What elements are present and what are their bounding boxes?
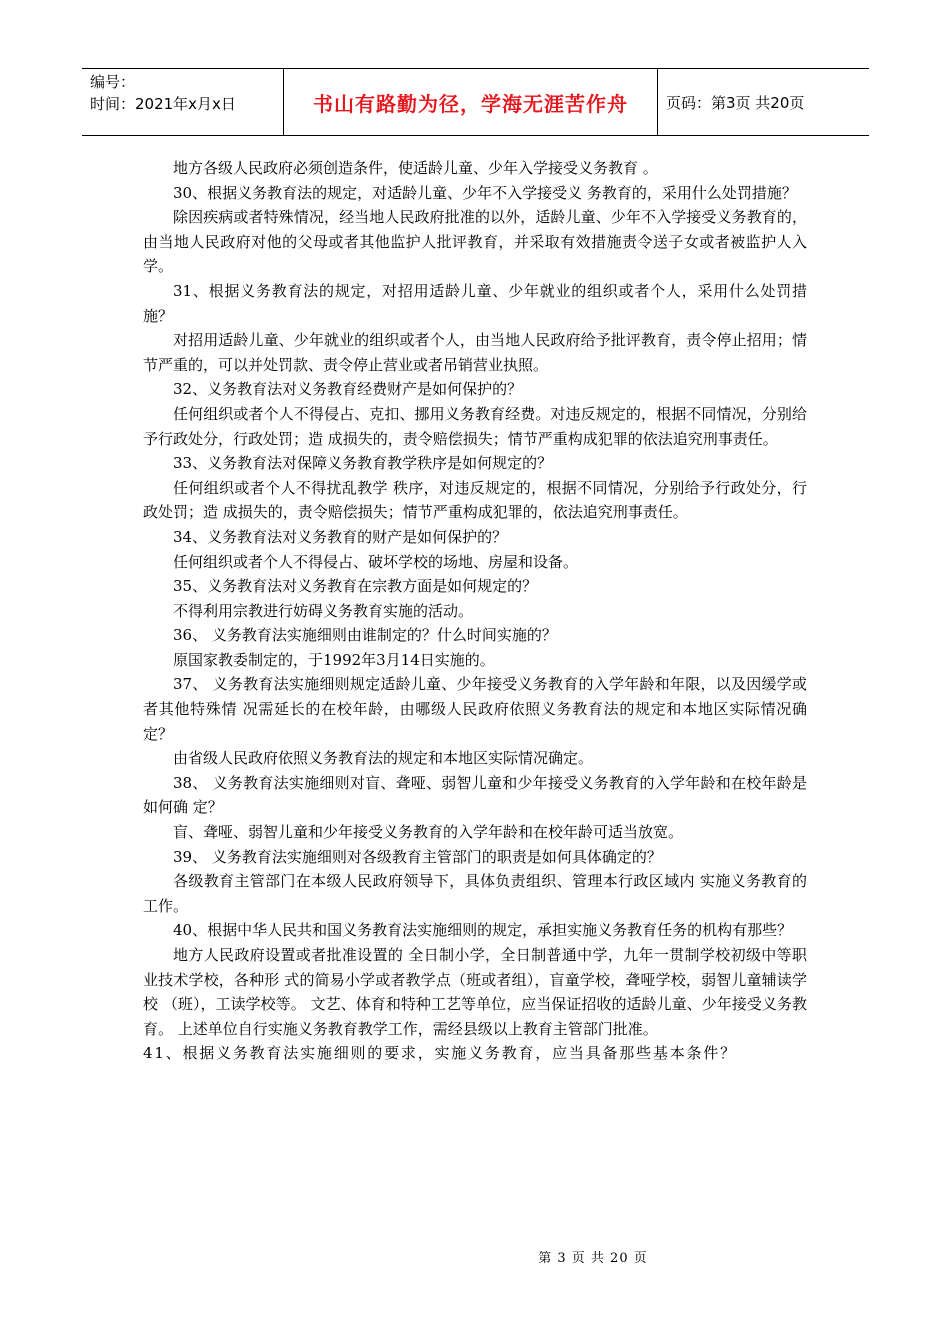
answer: 除因疾病或者特殊情况，经当地人民政府批准的以外，适龄儿童、少年不入学接受义务教育的，由当地人民政府对他的父母或者其他监护人批评教育，并采取有效措施责令送子女或者被监护人入学。 bbox=[143, 208, 807, 276]
number-label: 编号： bbox=[90, 73, 136, 91]
question: 33、义务教育法对保障义务教育教学秩序是如何规定的？ bbox=[173, 454, 553, 473]
page-header bbox=[82, 68, 869, 136]
question: 37、 义务教育法实施细则规定适龄儿童、少年接受义务教育的入学年龄和年限，以及因缓学或者其他特殊情 况需延长的在校年龄，由哪级人民政府依照义务教育法的规定和本地区实际情况确 定？ bbox=[143, 675, 807, 743]
question: 32、义务教育法对义务教育经费财产是如何保护的？ bbox=[173, 380, 523, 399]
answer: 任何组织或者个人不得侵占、克扣、挪用义务教育经费。对违反规定的，根据不同情况，分别给予行政处分，行政处罚；造 成损失的，责令赔偿损失；情节严重构成犯罪的依法追究刑事责任。 bbox=[143, 404, 807, 448]
header-page-info: 页码：第3页 共20页 bbox=[666, 93, 805, 112]
question: 40、根据中华人民共和国义务教育法实施细则的规定，承担实施义务教育任务的机构有那些？ bbox=[173, 921, 793, 940]
question: 36、 义务教育法实施细则由谁制定的？什么时间实施的？ bbox=[173, 626, 557, 645]
question: 35、义务教育法对义务教育在宗教方面是如何规定的？ bbox=[173, 577, 538, 596]
question: 39、 义务教育法实施细则对各级教育主管部门的职责是如何具体确定的？ bbox=[173, 847, 662, 866]
answer: 盲、聋哑、弱智儿童和少年接受义务教育的入学年龄和在校年龄可适当放宽。 bbox=[173, 823, 684, 842]
page-footer: 第 3 页 共 20 页 bbox=[538, 1251, 648, 1266]
answer: 任何组织或者个人不得侵占、破坏学校的场地、房屋和设备。 bbox=[173, 552, 579, 571]
answer: 各级教育主管部门在本级人民政府领导下，具体负责组织、管理本行政区域内 实施义务教育的工作。 bbox=[143, 872, 807, 915]
header-meta bbox=[82, 69, 284, 135]
answer: 不得利用宗教进行妨碍义务教育实施的活动。 bbox=[173, 601, 474, 620]
answer: 原国家教委制定的，于1992年3月14日实施的。 bbox=[173, 650, 495, 669]
question: 31、根据义务教育法的规定，对招用适龄儿童、少年就业的组织或者个人，采用什么处罚措施？ bbox=[143, 281, 807, 325]
question: 34、义务教育法对义务教育的财产是如何保护的？ bbox=[173, 527, 508, 546]
answer: 由省级人民政府依照义务教育法的规定和本地区实际情况确定。 bbox=[173, 749, 594, 768]
answer: 对招用适龄儿童、少年就业的组织或者个人，由当地人民政府给予批评教育，责令停止招用；情节严重的，可以并处罚款、责令停止营业或者吊销营业执照。 bbox=[143, 331, 807, 374]
answer: 任何组织或者个人不得扰乱教学 秩序，对违反规定的，根据不同情况，分别给予行政处分，行政处罚；造 成损失的，责令赔偿损失；情节严重构成犯罪的，依法追究刑事责任。 bbox=[143, 478, 807, 522]
header-motto: 书山有路勤为径，学海无涯苦作舟 bbox=[284, 69, 658, 135]
question: 30、根据义务教育法的规定，对适龄儿童、少年不入学接受义 务教育的，采用什么处罚措施？ bbox=[173, 183, 797, 202]
document-body bbox=[143, 156, 807, 1066]
paragraph: 地方各级人民政府必须创造条件，使适龄儿童、少年入学接受义务教育 。 bbox=[173, 159, 658, 177]
time-label: 时间：2021年x月x日 bbox=[90, 95, 236, 113]
question: 41、根据义务教育法实施细则的要求，实施义务教育，应当具备那些基本条件？ bbox=[143, 1044, 737, 1063]
answer: 地方人民政府设置或者批准设置的 全日制小学，全日制普通中学，九年一贯制学校初级中等职业技术学校，各种形 式的简易小学或者教学点（班或者组），盲童学校，聋哑学校，弱智儿童辅读学校 （班），工读学校等。 文艺、体育和特种工艺等单位，应当保证招收的适龄儿童、少年接受义务教育。 上述单位自行实施义务教育教学工作，需经县级以上教育主管部门批准。 bbox=[143, 946, 807, 1038]
question: 38、 义务教育法实施细则对盲、聋哑、弱智儿童和少年接受义务教育的入学年龄和在校年龄是如何确 定？ bbox=[143, 773, 807, 817]
